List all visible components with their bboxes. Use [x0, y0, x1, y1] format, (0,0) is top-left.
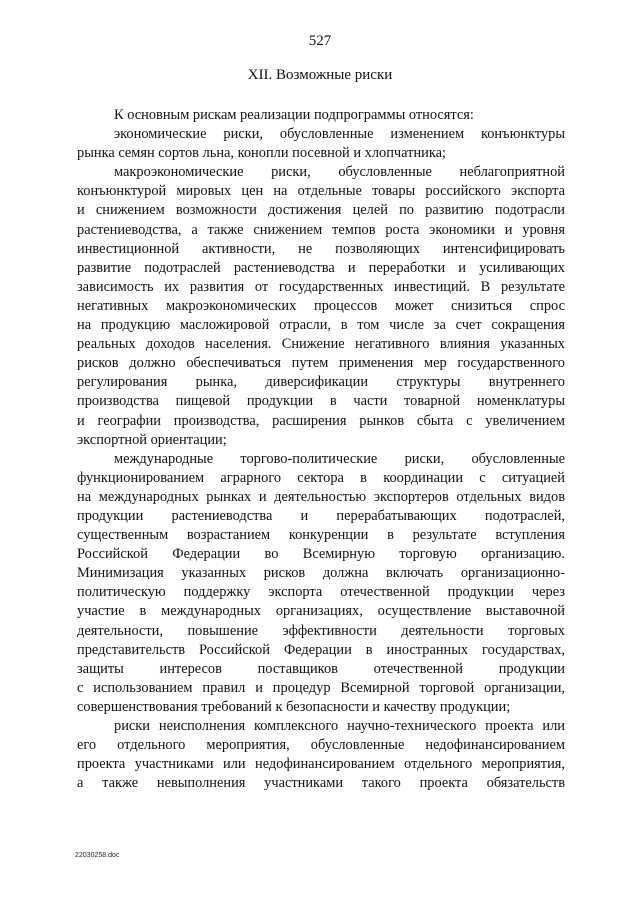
text-line: проекта участниками или недофинансированием отдельного мероприятия,	[77, 756, 565, 773]
text-line: а также невыполнения участниками такого проекта обязательств	[77, 775, 565, 792]
text-line: участие в международных организациях, осуществление выставочной	[77, 603, 565, 620]
text-line: реальных доходов населения. Снижение негативного влияния указанных	[77, 336, 565, 353]
text-line: защиты интересов поставщиков отечественной продукции	[77, 660, 565, 677]
page-number: 527	[308, 33, 332, 49]
text-line: его отдельного мероприятия, обусловленные недофинансированием	[77, 737, 565, 754]
text-line: Российской Федерации во Всемирную торговую организацию.	[77, 546, 565, 563]
text-line: политическую поддержку экспорта отечественной продукции через	[77, 584, 565, 601]
text-line: макроэкономические риски, обусловленные неблагоприятной	[114, 164, 565, 181]
text-line: экспортной ориентации;	[77, 431, 227, 448]
text-line: К основным рискам реализации подпрограммы относятся:	[114, 107, 474, 123]
document-body	[77, 106, 565, 793]
text-line: деятельности, повышение эффективности деятельности торговых	[77, 622, 565, 639]
text-line: продукции растениеводства и перерабатывающих подотраслей,	[77, 507, 565, 524]
text-line: на продукцию масложировой отрасли, в том числе за счет сокращения	[77, 317, 565, 334]
text-line: на международных рынках и деятельностью экспортеров отдельных видов	[77, 488, 565, 505]
file-name-footer: 22030258.doc	[75, 852, 120, 859]
text-line: зависимость их развития от государственных инвестиций. В результате	[77, 278, 565, 295]
text-line: рисков должно обеспечиваться путем применения мер государственного	[77, 355, 565, 372]
text-line: и снижением возможности достижения целей по развитию подотрасли	[77, 202, 565, 219]
text-line: рынка семян сортов льна, конопли посевной и хлопчатника;	[77, 145, 447, 162]
text-line: производства пищевой продукции в части товарной номенклатуры	[77, 393, 565, 410]
text-line: развитие подотраслей растениеводства и переработки и усиливающих	[77, 259, 565, 276]
text-line: и географии производства, расширения рынков сбыта с увеличением	[77, 412, 565, 429]
text-line: с использованием правил и процедур Всемирной торговой организации,	[77, 679, 565, 696]
text-line: риски неисполнения комплексного научно-технического проекта или	[114, 718, 565, 734]
text-line: экономические риски, обусловленные изменением конъюнктуры	[114, 126, 565, 143]
text-line: Минимизация указанных рисков должна включать организационно-	[77, 565, 565, 582]
section-title: XII. Возможные риски	[247, 67, 393, 83]
text-line: существенным возрастанием конкуренции в результате вступления	[77, 527, 565, 544]
text-line: регулирования рынка, диверсификации структуры внутреннего	[77, 374, 565, 391]
text-line: растениеводства, а также снижением темпов роста экономики и уровня	[77, 221, 565, 238]
text-line: конъюнктурой мировых цен на отдельные товары российского экспорта	[77, 183, 565, 200]
text-line: совершенствования требований к безопасности и качеству продукции;	[77, 698, 511, 715]
text-line: негативных макроэкономических процессов может снизиться спрос	[77, 297, 565, 314]
text-line: функционированием аграрного сектора в координации с ситуацией	[77, 469, 565, 486]
text-line: представительств Российской Федерации в иностранных государствах,	[77, 641, 565, 658]
text-line: инвестиционной активности, не позволяющих интенсифицировать	[77, 240, 565, 257]
text-line: международные торгово-политические риски, обусловленные	[114, 450, 565, 467]
